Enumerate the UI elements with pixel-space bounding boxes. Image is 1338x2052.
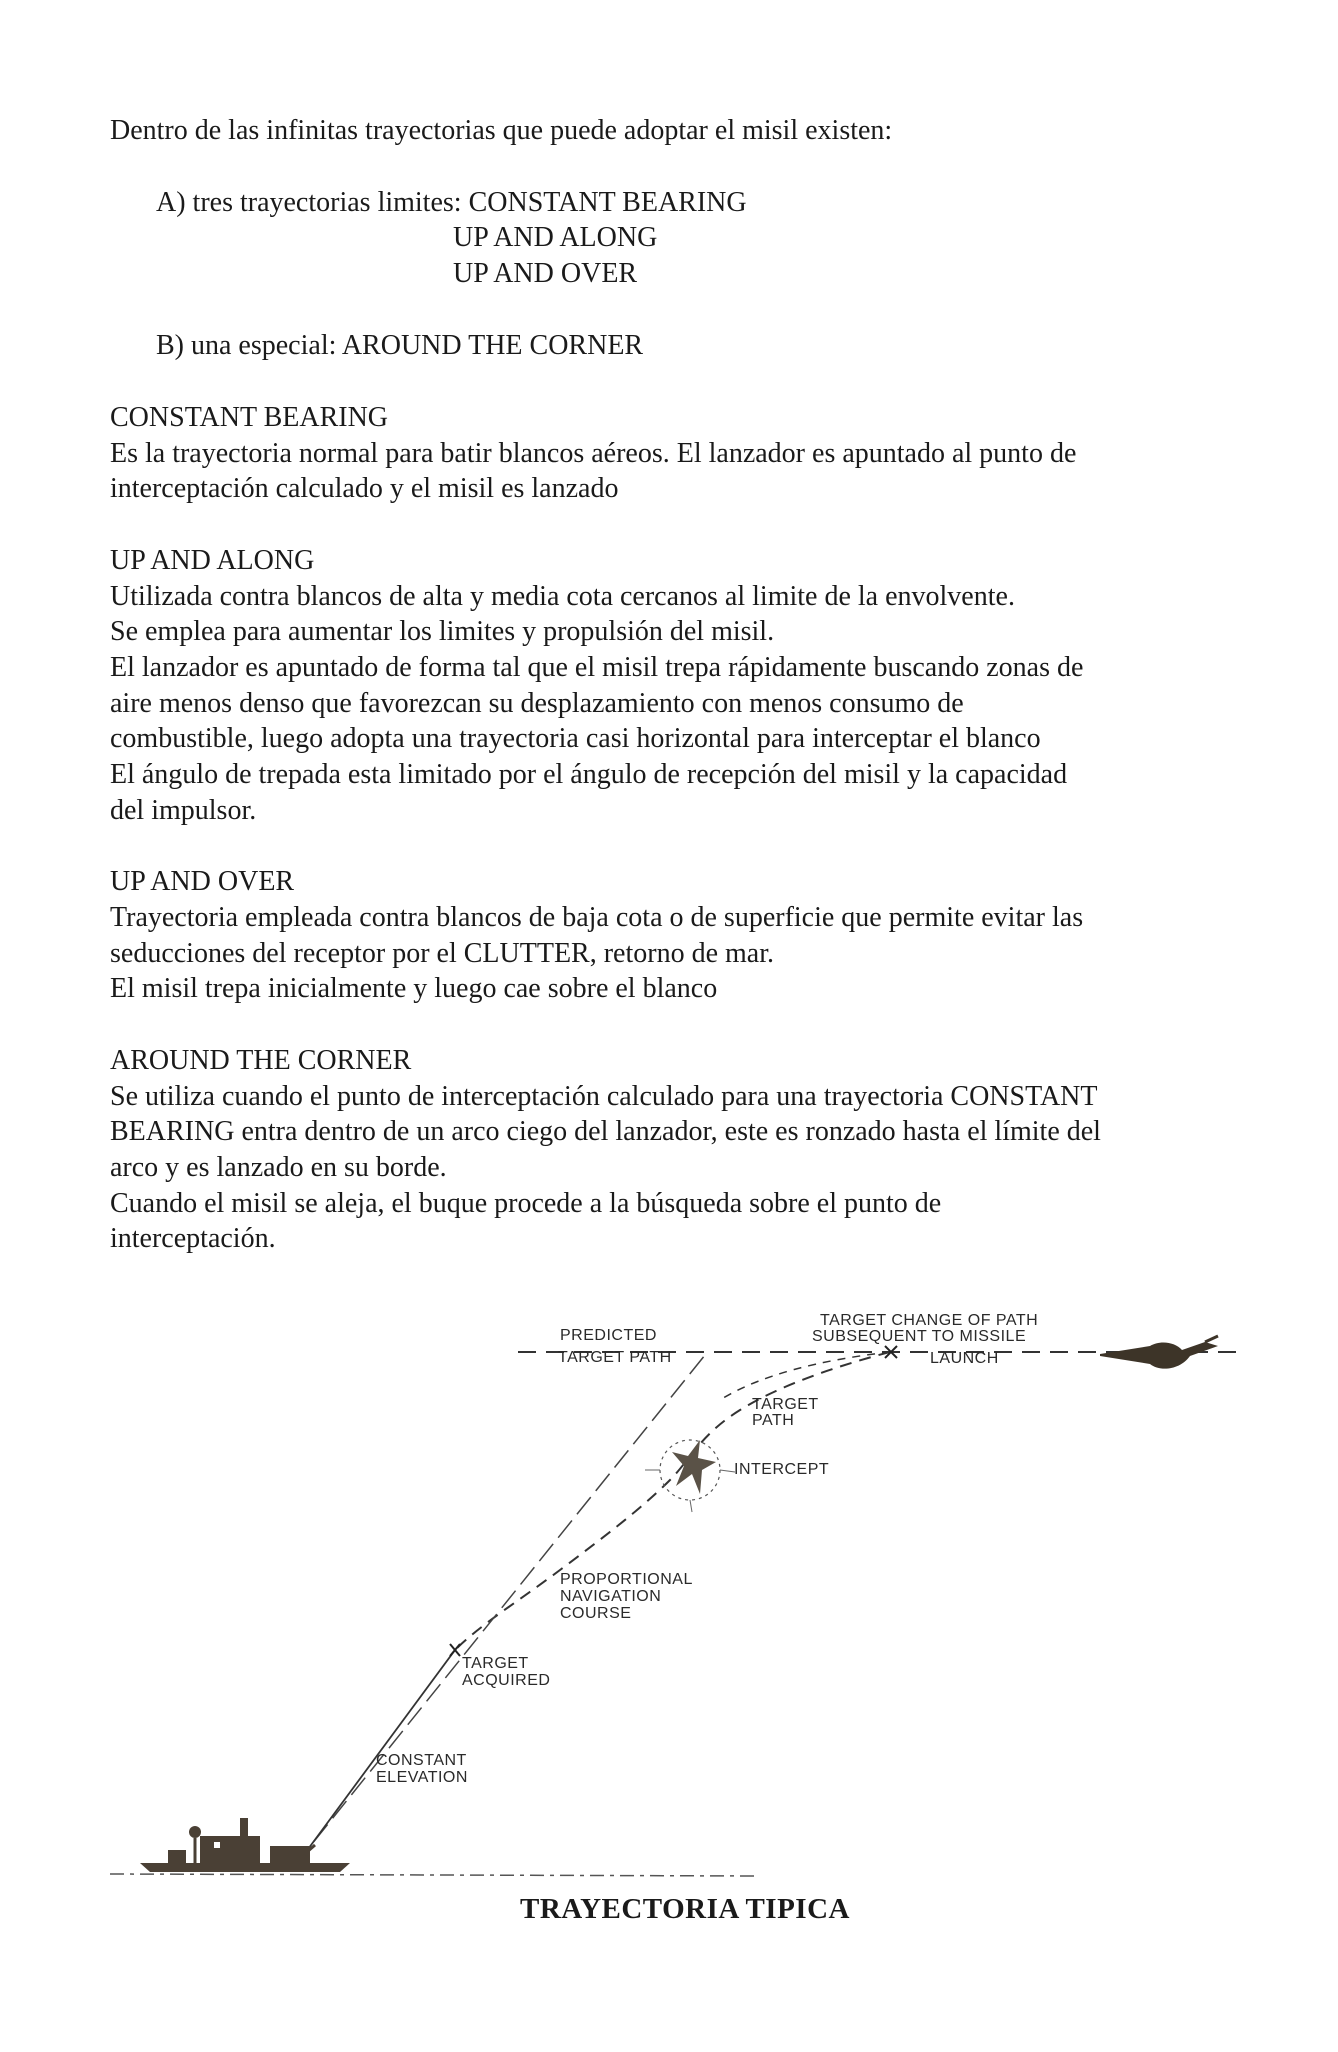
label-change-line-2: SUBSEQUENT TO MISSILE	[812, 1328, 1027, 1345]
list-b-item: B) una especial: AROUND THE CORNER	[156, 330, 644, 361]
section-line: El lanzador es apuntado de forma tal que el misil trepa rápidamente buscando zonas de	[110, 652, 1084, 683]
label-acquired-2: ACQUIRED	[462, 1672, 551, 1689]
section-line: Cuando el misil se aleja, el buque procede a la búsqueda sobre el punto de	[110, 1188, 942, 1219]
acquired-x-mark	[450, 1644, 460, 1656]
list-a-item-1: CONSTANT BEARING	[468, 187, 747, 218]
section-line: interceptación.	[110, 1223, 276, 1254]
section-line: BEARING entra dentro de un arco ciego del lanzador, este es ronzado hasta el límite del	[110, 1116, 1101, 1147]
sea-surface-line	[110, 1874, 760, 1876]
label-path: PATH	[752, 1412, 795, 1429]
section-title-around-the-corner: AROUND THE CORNER	[110, 1045, 412, 1076]
trajectory-diagram	[0, 1290, 1338, 1990]
section-line: aire menos denso que favorezcan su desplazamiento con menos consumo de	[110, 688, 964, 719]
section-line: El ángulo de trepada esta limitado por el ángulo de recepción del misil y la capacidad	[110, 759, 1068, 790]
list-a-label: A) tres trayectorias limites:	[156, 187, 469, 218]
label-predicted: PREDICTED	[560, 1327, 657, 1344]
section-line: del impulsor.	[110, 795, 257, 826]
label-target-path: TARGET PATH	[558, 1349, 672, 1366]
proportional-navigation-course	[455, 1352, 890, 1650]
section-title-up-and-along: UP AND ALONG	[110, 545, 315, 576]
constant-bearing-line	[295, 1355, 705, 1865]
label-launch: LAUNCH	[930, 1350, 999, 1367]
diagram-caption: TRAYECTORIA TIPICA	[520, 1893, 850, 1925]
section-line: Se utiliza cuando el punto de interceptación calculado para una trayectoria CONSTANT	[110, 1081, 1098, 1112]
label-pn-2: NAVIGATION	[560, 1588, 662, 1605]
section-line: El misil trepa inicialmente y luego cae sobre el blanco	[110, 973, 718, 1004]
section-title-up-and-over: UP AND OVER	[110, 866, 295, 897]
label-change-line-1: TARGET CHANGE OF PATH	[820, 1312, 1039, 1329]
section-line: Trayectoria empleada contra blancos de baja cota o de superficie que permite evitar las	[110, 902, 1084, 933]
section-title-constant-bearing: CONSTANT BEARING	[110, 402, 389, 433]
section-line: interceptación calculado y el misil es lanzado	[110, 473, 619, 504]
intro-text: Dentro de las infinitas trayectorias que puede adoptar el misil existen:	[110, 115, 893, 146]
section-line: arco y es lanzado en su borde.	[110, 1152, 447, 1183]
section-line: Utilizada contra blancos de alta y media cota cercanos al limite de la envolvente.	[110, 581, 1015, 612]
label-pn-1: PROPORTIONAL	[560, 1571, 693, 1588]
label-acquired-1: TARGET	[462, 1655, 529, 1672]
section-line: Es la trayectoria normal para batir blancos aéreos. El lanzador es apuntado al punto de	[110, 438, 1077, 469]
list-a-prefix	[156, 185, 747, 220]
ship-icon	[140, 1818, 350, 1872]
label-intercept: INTERCEPT	[734, 1461, 830, 1478]
section-line: combustible, luego adopta una trayectoria casi horizontal para interceptar el blanco	[110, 723, 1041, 754]
label-target: TARGET	[752, 1396, 819, 1413]
label-pn-3: COURSE	[560, 1605, 632, 1622]
label-elevation-2: ELEVATION	[376, 1769, 468, 1786]
section-line: seducciones del receptor por el CLUTTER, retorno de mar.	[110, 938, 774, 969]
section-line: Se emplea para aumentar los limites y propulsión del misil.	[110, 616, 775, 647]
list-a-item-3: UP AND OVER	[453, 258, 638, 289]
label-elevation-1: CONSTANT	[376, 1752, 467, 1769]
intercept-burst-icon	[645, 1440, 735, 1512]
list-a-item-2: UP AND ALONG	[453, 222, 658, 253]
